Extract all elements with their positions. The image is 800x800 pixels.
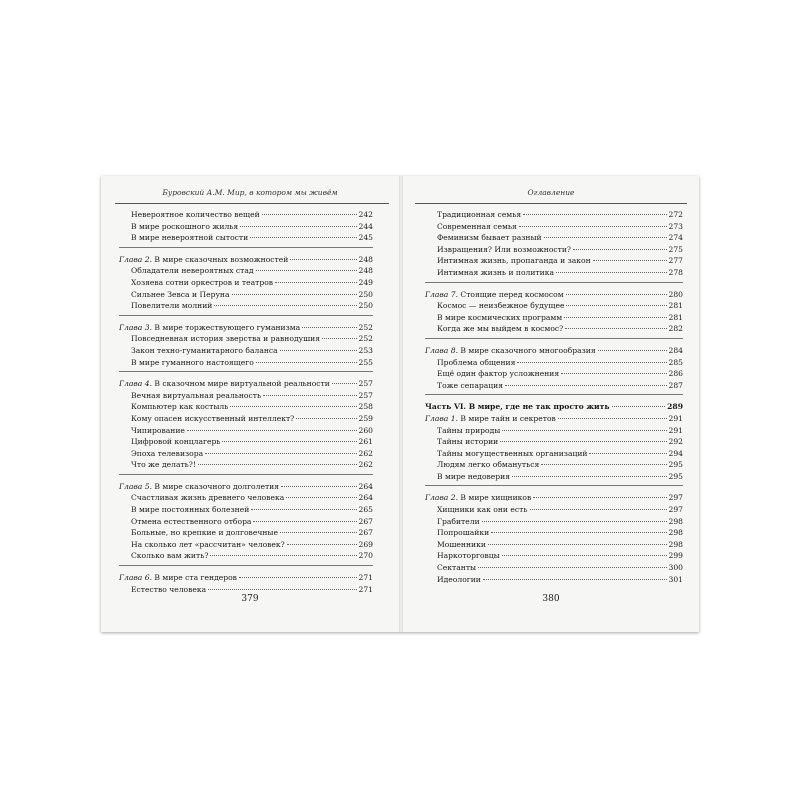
toc-entry-title: Тоже сепарация <box>437 380 503 390</box>
toc-page-number: 277 <box>668 256 683 266</box>
toc-page-number: 262 <box>358 460 373 470</box>
dot-leader <box>256 362 357 363</box>
toc-entry-title <box>119 572 237 584</box>
toc-page-number: 245 <box>358 233 373 243</box>
chapter-label: Глава 2. <box>425 493 458 503</box>
dot-leader <box>488 544 667 545</box>
toc-page-number: 269 <box>358 539 373 549</box>
dot-leader <box>214 305 356 306</box>
dot-leader <box>500 441 666 442</box>
dot-leader <box>561 373 666 374</box>
header-rule <box>115 203 389 204</box>
dot-leader <box>322 338 357 339</box>
toc-entry-sub[interactable] <box>425 471 683 483</box>
toc-entry-sub[interactable] <box>119 401 373 413</box>
chapter-title: В сказочном мире виртуальной реальности <box>154 379 330 389</box>
toc-page-number: 301 <box>668 574 683 584</box>
toc-entry-sub[interactable] <box>119 265 373 277</box>
toc-entry-title <box>119 481 279 493</box>
toc-entry-sub[interactable] <box>119 504 373 516</box>
dot-leader <box>566 294 667 295</box>
toc-entry-sub[interactable] <box>119 345 373 357</box>
toc-entry-title <box>425 345 596 357</box>
toc-entry-title: Обладатели невероятных стад <box>131 266 254 276</box>
toc-entry-sub[interactable] <box>119 527 373 539</box>
toc-entry-title: Попрошайки <box>437 528 490 538</box>
toc-page-number: 297 <box>668 493 683 503</box>
toc-entry-title: Интимная жизнь и политика <box>437 267 554 277</box>
dot-leader <box>187 430 357 431</box>
dot-leader <box>205 453 356 454</box>
chapter-label: Глава 8. <box>425 345 458 355</box>
toc-page-number: 250 <box>358 289 373 299</box>
chapter-label: Глава 3. <box>119 322 152 332</box>
toc-entry-title: Космос — неизбежное будущее <box>437 301 565 311</box>
toc-group <box>425 207 683 279</box>
dot-leader <box>533 497 666 498</box>
toc-entry-chapter[interactable] <box>425 289 683 301</box>
toc-page-number: 267 <box>358 528 373 538</box>
chapter-label: Глава 7. <box>425 289 458 299</box>
toc-entry-sub[interactable] <box>425 574 683 586</box>
toc-page-number: 248 <box>358 254 373 264</box>
toc-entry-title: Современная семья <box>437 221 517 231</box>
toc-entry-sub[interactable] <box>119 550 373 562</box>
toc-page-number: 259 <box>358 413 373 423</box>
toc-entry-title <box>425 413 556 425</box>
toc-entry-sub[interactable] <box>425 244 683 256</box>
toc-entry-title: Когда же мы выйдем в космос? <box>437 324 564 334</box>
dot-leader <box>483 579 667 580</box>
toc-entry-title: Цифровой концлагерь <box>131 437 221 447</box>
toc-entry-sub[interactable] <box>119 232 373 244</box>
toc-entry-title: Хозяева сотни оркестров и театров <box>131 277 274 287</box>
toc-entry-title: Сектанты <box>437 563 477 573</box>
toc-entry-sub[interactable] <box>119 516 373 528</box>
toc-page-number: 267 <box>358 516 373 526</box>
toc-entry-title: Наркоторговцы <box>437 551 500 561</box>
toc-entry-title: Тайны истории <box>437 437 499 447</box>
toc-entry-title: Повседневная история зверства и равнодушия <box>131 334 320 344</box>
toc-entry-sub[interactable] <box>425 539 683 551</box>
toc-page-number: 297 <box>668 505 683 515</box>
dot-leader <box>251 509 356 510</box>
dot-leader <box>482 521 667 522</box>
toc-entry-sub[interactable] <box>119 221 373 233</box>
toc-entry-sub[interactable] <box>425 562 683 574</box>
dot-leader <box>281 486 356 487</box>
toc-entry-sub[interactable] <box>425 267 683 279</box>
toc-entry-sub[interactable] <box>425 550 683 562</box>
toc-page-number: 292 <box>668 437 683 447</box>
dot-leader <box>275 282 356 283</box>
toc-entry-title <box>425 492 531 504</box>
toc-entry-title: Интимная жизнь, пропаганда и закон <box>437 256 591 266</box>
chapter-title: В мире ста гендеров <box>154 573 237 583</box>
toc-entry-chapter[interactable] <box>119 481 373 493</box>
dot-leader <box>239 577 357 578</box>
toc-entry-title: Тайны могущественных организаций <box>437 448 588 458</box>
toc-page-number: 264 <box>358 493 373 503</box>
toc-entry-title: Отмена естественного отбора <box>131 516 252 526</box>
toc-entry-chapter[interactable] <box>425 413 683 425</box>
toc-entry-title: Больные, но крепкие и долговечные <box>131 528 278 538</box>
toc-page-number: 271 <box>358 573 373 583</box>
toc-page-number: 265 <box>358 505 373 515</box>
dot-leader <box>491 532 666 533</box>
toc-page-number: 250 <box>358 301 373 311</box>
toc-page-number: 289 <box>667 402 683 412</box>
toc-page-number: 273 <box>668 221 683 231</box>
toc-entry-title <box>119 322 300 334</box>
dot-leader <box>208 589 356 590</box>
chapter-title: В мире тайн и секретов <box>460 413 556 423</box>
toc-entry-title: Повелители молний <box>131 301 213 311</box>
toc-page-number: 291 <box>668 425 683 435</box>
toc-page-number: 291 <box>668 413 683 423</box>
toc-page-number: 257 <box>358 390 373 400</box>
toc-entry-chapter[interactable] <box>425 345 683 357</box>
dot-leader <box>240 226 356 227</box>
dot-leader <box>517 362 666 363</box>
toc-page-number: 244 <box>358 221 373 231</box>
toc-page-number: 298 <box>668 528 683 538</box>
toc-page-number: 257 <box>358 379 373 389</box>
toc-entry-sub[interactable] <box>119 448 373 460</box>
running-head: Буровский А.М. Мир, в котором мы живём <box>162 188 338 197</box>
dot-leader <box>556 272 667 273</box>
toc-page-number: 295 <box>668 460 683 470</box>
dot-leader <box>505 385 667 386</box>
toc-page-number: 299 <box>668 551 683 561</box>
toc-entry-title: Естество человека <box>131 584 207 594</box>
toc-page-number: 260 <box>358 425 373 435</box>
toc-group <box>119 315 373 368</box>
chapter-label: Глава 6. <box>119 573 152 583</box>
toc-page-number: 287 <box>668 380 683 390</box>
dot-leader <box>566 305 666 306</box>
toc-page-number: 285 <box>668 357 683 367</box>
toc-page-number: 271 <box>358 584 373 594</box>
dot-leader <box>523 214 666 215</box>
toc-page-number: 264 <box>358 481 373 491</box>
toc-entry-sub[interactable] <box>119 492 373 504</box>
toc-entry-sub[interactable] <box>119 539 373 551</box>
toc-page-number: 252 <box>358 334 373 344</box>
toc-entry-title: Счастливая жизнь древнего человека <box>131 493 285 503</box>
toc-entry-sub[interactable] <box>425 448 683 460</box>
toc-entry-chapter[interactable] <box>425 492 683 504</box>
dot-leader <box>302 327 356 328</box>
dot-leader <box>230 406 356 407</box>
toc-entry-sub[interactable] <box>425 357 683 369</box>
toc-page-number: 242 <box>358 210 373 219</box>
dot-leader <box>232 294 357 295</box>
left-page <box>101 176 399 632</box>
dot-leader <box>332 383 357 384</box>
dot-leader <box>210 555 356 556</box>
toc-entry-sub[interactable] <box>119 209 373 221</box>
chapter-label: Глава 4. <box>119 379 152 389</box>
toc-group <box>425 485 683 585</box>
chapter-title: Стоящие перед космосом <box>460 289 564 299</box>
toc-group <box>119 565 373 595</box>
toc-entry-title: Сильнее Зевса и Перуна <box>131 289 230 299</box>
table-of-contents <box>119 207 373 595</box>
toc-entry-title: Компьютер как костыль <box>131 402 229 412</box>
toc-entry-title: В мире космических программ <box>437 312 563 322</box>
toc-entry-sub[interactable] <box>119 300 373 312</box>
dot-leader <box>478 567 666 568</box>
toc-entry-sub[interactable] <box>119 459 373 471</box>
chapter-title: В мире сказочных возможностей <box>154 254 289 264</box>
toc-page-number: 272 <box>668 210 683 219</box>
toc-entry-title: Часть VI. В мире, где не так просто жить <box>425 402 610 412</box>
dot-leader <box>598 350 667 351</box>
toc-entry-sub[interactable] <box>425 380 683 392</box>
chapter-label: Глава 1. <box>425 413 458 423</box>
toc-page-number: 248 <box>358 266 373 276</box>
dot-leader <box>541 464 666 465</box>
dot-leader <box>512 476 666 477</box>
right-page <box>403 176 699 632</box>
toc-entry-title: В мире невероятной сытости <box>131 233 249 243</box>
toc-entry-sub[interactable] <box>425 425 683 437</box>
dot-leader <box>290 259 356 260</box>
toc-page-number: 274 <box>668 233 683 243</box>
toc-entry-title: Тайны природы <box>437 425 501 435</box>
table-of-contents <box>425 207 683 585</box>
dot-leader <box>589 453 666 454</box>
toc-entry-title <box>119 378 330 390</box>
dot-leader <box>198 464 357 465</box>
chapter-title: В мире хищников <box>460 493 532 503</box>
toc-entry-title: Вечная виртуальная реальность <box>131 390 262 400</box>
toc-entry-sub[interactable] <box>425 516 683 528</box>
toc-page-number: 278 <box>668 267 683 277</box>
dot-leader <box>564 317 666 318</box>
toc-entry-sub[interactable] <box>425 312 683 324</box>
toc-entry-title <box>425 289 564 301</box>
toc-page-number: 270 <box>358 551 373 561</box>
toc-entry-sub[interactable] <box>119 333 373 345</box>
toc-group <box>425 338 683 391</box>
toc-entry-title: Людям легко обмануться <box>437 460 540 470</box>
toc-group <box>425 394 683 482</box>
chapter-label: Глава 5. <box>119 481 152 491</box>
toc-page-number: 286 <box>668 369 683 379</box>
toc-entry-sub[interactable] <box>119 436 373 448</box>
dot-leader <box>593 260 667 261</box>
toc-page-number: 281 <box>668 312 683 322</box>
toc-entry-sub[interactable] <box>425 209 683 221</box>
book-spread <box>101 176 699 632</box>
dot-leader <box>280 532 357 533</box>
header-rule <box>415 203 687 204</box>
toc-group <box>119 247 373 312</box>
toc-entry-part[interactable] <box>425 401 683 413</box>
toc-page-number: 255 <box>358 357 373 367</box>
toc-page-number: 300 <box>668 563 683 573</box>
toc-entry-title: В мире недоверия <box>437 471 511 481</box>
toc-entry-sub[interactable] <box>119 289 373 301</box>
toc-entry-sub[interactable] <box>425 504 683 516</box>
toc-entry-sub[interactable] <box>425 368 683 380</box>
toc-entry-sub[interactable] <box>119 357 373 369</box>
dot-leader <box>573 249 667 250</box>
toc-page-number: 253 <box>358 345 373 355</box>
toc-entry-title: Идеологии <box>437 574 481 584</box>
toc-entry-title: Мошенники <box>437 539 486 549</box>
toc-entry-title: Эпоха телевизора <box>131 448 204 458</box>
toc-entry-title: Что же делать?! <box>131 460 196 470</box>
toc-entry-title: В мире гуманного настоящего <box>131 357 254 367</box>
toc-entry-title: Извращения? Или возможности? <box>437 244 571 254</box>
toc-entry-title: Традиционная семья <box>437 210 522 219</box>
toc-page-number: 261 <box>358 437 373 447</box>
toc-page-number: 252 <box>358 322 373 332</box>
dot-leader <box>502 430 666 431</box>
running-head: Оглавление <box>527 188 575 197</box>
toc-page-number: 275 <box>668 244 683 254</box>
toc-page-number: 281 <box>668 301 683 311</box>
toc-page-number: 280 <box>668 289 683 299</box>
dot-leader <box>530 509 667 510</box>
toc-entry-chapter[interactable] <box>119 378 373 390</box>
toc-page-number: 282 <box>668 324 683 334</box>
dot-leader <box>612 406 666 407</box>
toc-group <box>425 282 683 335</box>
dot-leader <box>502 555 667 556</box>
toc-page-number: 284 <box>668 345 683 355</box>
toc-entry-title: Закон техно-гуманитарного баланса <box>131 345 278 355</box>
toc-entry-chapter[interactable] <box>119 572 373 584</box>
dot-leader <box>544 237 667 238</box>
toc-entry-sub[interactable] <box>119 390 373 402</box>
toc-entry-sub[interactable] <box>425 221 683 233</box>
toc-entry-sub[interactable] <box>425 300 683 312</box>
dot-leader <box>519 226 667 227</box>
toc-entry-title: Чипирование <box>131 425 185 435</box>
toc-group <box>119 474 373 562</box>
toc-entry-sub[interactable] <box>119 425 373 437</box>
toc-page-number: 262 <box>358 448 373 458</box>
toc-entry-sub[interactable] <box>119 413 373 425</box>
toc-entry-title: В мире роскошного жилья <box>131 221 239 231</box>
toc-entry-chapter[interactable] <box>119 322 373 334</box>
dot-leader <box>263 395 356 396</box>
toc-page-number: 294 <box>668 448 683 458</box>
toc-entry-title: Феминизм бывает разный <box>437 233 542 243</box>
dot-leader <box>286 497 356 498</box>
chapter-label: Глава 2. <box>119 254 152 264</box>
toc-page-number: 249 <box>358 277 373 287</box>
toc-page-number: 298 <box>668 539 683 549</box>
dot-leader <box>558 418 667 419</box>
toc-group <box>119 207 373 244</box>
toc-entry-title: В мире постоянных болезней <box>131 505 250 515</box>
toc-entry-chapter[interactable] <box>119 254 373 266</box>
dot-leader <box>256 270 357 271</box>
toc-entry-title: Хищники как они есть <box>437 505 528 515</box>
dot-leader <box>287 544 357 545</box>
toc-entry-title: Грабители <box>437 516 480 526</box>
toc-entry-title: Проблема общения <box>437 357 516 367</box>
toc-entry-title <box>119 254 288 266</box>
toc-entry-sub[interactable] <box>425 436 683 448</box>
toc-entry-sub[interactable] <box>425 527 683 539</box>
chapter-title: В мире сказочного долголетия <box>154 481 280 491</box>
toc-entry-title: На сколько лет «рассчитан» человек? <box>131 539 285 549</box>
toc-group <box>119 371 373 471</box>
toc-entry-sub[interactable] <box>425 459 683 471</box>
toc-page-number: 298 <box>668 516 683 526</box>
toc-entry-sub[interactable] <box>425 255 683 267</box>
toc-entry-title: Невероятное количество вещей <box>131 210 260 219</box>
page-number: 380 <box>542 594 560 604</box>
toc-page-number: 295 <box>668 471 683 481</box>
chapter-title: В мире сказочного многообразия <box>460 345 596 355</box>
chapter-title: В мире торжествующего гуманизма <box>154 322 301 332</box>
dot-leader <box>222 441 356 442</box>
toc-entry-sub[interactable] <box>425 323 683 335</box>
dot-leader <box>250 237 356 238</box>
dot-leader <box>296 418 356 419</box>
toc-page-number: 258 <box>358 402 373 412</box>
toc-entry-sub[interactable] <box>119 277 373 289</box>
dot-leader <box>565 328 666 329</box>
page-number: 379 <box>241 594 259 604</box>
toc-entry-title: Кому опасен искусственный интеллект? <box>131 413 295 423</box>
dot-leader <box>253 521 356 522</box>
dot-leader <box>262 214 357 215</box>
toc-entry-title: Ещё один фактор усложнения <box>437 369 560 379</box>
toc-entry-title: Сколько вам жить? <box>131 551 209 561</box>
dot-leader <box>280 350 357 351</box>
toc-entry-sub[interactable] <box>425 232 683 244</box>
